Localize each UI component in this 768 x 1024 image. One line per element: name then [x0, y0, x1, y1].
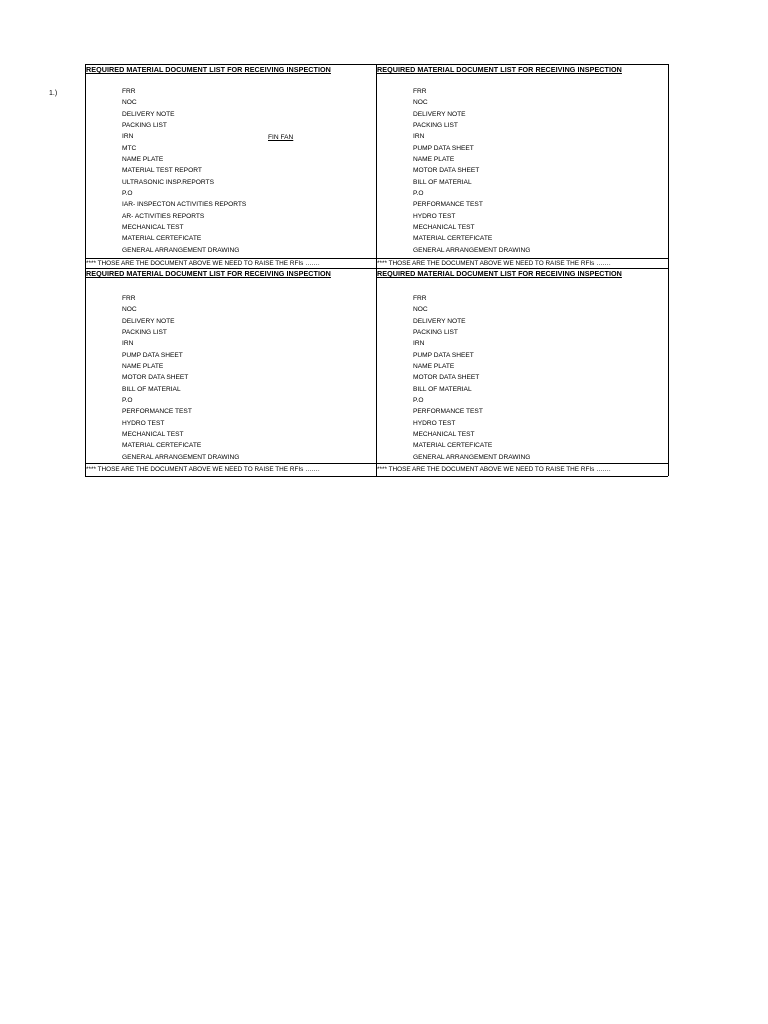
list-item: IRN — [122, 133, 134, 141]
list-item: IRN — [122, 340, 134, 348]
list-item: PUMP DATA SHEET — [413, 144, 474, 152]
list-item: NOC — [122, 306, 137, 314]
list-item: MATERIAL CERTEFICATE — [122, 235, 202, 243]
panel-footer: **** THOSE ARE THE DOCUMENT ABOVE WE NEED TO RAISE THE RFIs ……. — [86, 466, 320, 473]
list-item: MOTOR DATA SHEET — [413, 374, 480, 382]
list-item: MATERIAL CERTEFICATE — [122, 442, 202, 450]
list-item: P.O — [413, 397, 424, 405]
fin-fan-note: FIN FAN — [268, 134, 294, 141]
list-item: GENERAL ARRANGEMENT DRAWING — [122, 246, 240, 254]
list-item: NAME PLATE — [122, 363, 164, 371]
list-item: P.O — [122, 397, 133, 405]
list-item: NOC — [413, 306, 428, 314]
list-item: BILL OF MATERIAL — [413, 178, 472, 186]
list-item: PERFORMANCE TEST — [413, 408, 483, 416]
document-list — [122, 293, 239, 463]
grid-line-bottom — [85, 476, 668, 477]
list-item: P.O — [122, 190, 133, 198]
panel-title: REQUIRED MATERIAL DOCUMENT LIST FOR RECEIVING INSPECTION — [86, 65, 331, 74]
list-item: IRN — [413, 340, 425, 348]
list-item: HYDRO TEST — [122, 419, 165, 427]
list-item: PUMP DATA SHEET — [122, 351, 183, 359]
list-item: HYDRO TEST — [413, 212, 456, 220]
list-item: IAR- INSPECTON ACTIVITIES REPORTS — [122, 201, 247, 209]
list-item: BILL OF MATERIAL — [122, 385, 181, 393]
list-item: NOC — [122, 99, 137, 107]
document-panel-bottom-left — [85, 268, 376, 476]
panel-title: REQUIRED MATERIAL DOCUMENT LIST FOR RECEIVING INSPECTION — [86, 269, 331, 278]
list-item: DELIVERY NOTE — [122, 110, 175, 118]
document-list — [413, 86, 530, 256]
list-item: MATERIAL CERTEFICATE — [413, 235, 493, 243]
panel-footer: **** THOSE ARE THE DOCUMENT ABOVE WE NEED TO RAISE THE RFIs ……. — [86, 260, 320, 267]
list-item: NOC — [413, 99, 428, 107]
list-item: P.O — [413, 190, 424, 198]
list-item: NAME PLATE — [122, 156, 164, 164]
list-item: AR- ACTIVITIES REPORTS — [122, 212, 205, 220]
list-item: PACKING LIST — [122, 329, 167, 337]
list-item: MECHANICAL TEST — [122, 224, 184, 232]
document-list — [413, 293, 530, 463]
list-item: PERFORMANCE TEST — [122, 408, 192, 416]
list-item: MECHANICAL TEST — [122, 431, 184, 439]
panel-title: REQUIRED MATERIAL DOCUMENT LIST FOR RECEIVING INSPECTION — [377, 269, 622, 278]
list-item: DELIVERY NOTE — [413, 110, 466, 118]
document-panel-bottom-right — [376, 268, 668, 476]
list-item: MATERIAL CERTEFICATE — [413, 442, 493, 450]
panel-footer: **** THOSE ARE THE DOCUMENT ABOVE WE NEED TO RAISE THE RFIs ……. — [377, 466, 611, 473]
document-list — [122, 86, 246, 256]
list-item: BILL OF MATERIAL — [413, 385, 472, 393]
list-item: PACKING LIST — [413, 122, 458, 130]
list-item: GENERAL ARRANGEMENT DRAWING — [413, 453, 531, 461]
list-item: FRR — [413, 295, 427, 302]
list-item: MOTOR DATA SHEET — [413, 167, 480, 175]
list-item: GENERAL ARRANGEMENT DRAWING — [122, 453, 240, 461]
list-item: PACKING LIST — [413, 329, 458, 337]
list-item: MOTOR DATA SHEET — [122, 374, 189, 382]
list-item: IRN — [413, 133, 425, 141]
list-item: MECHANICAL TEST — [413, 224, 475, 232]
document-panel-top-right — [376, 64, 668, 269]
document-panel-top-left — [85, 64, 376, 269]
list-item: DELIVERY NOTE — [413, 317, 466, 325]
list-item: FRR — [122, 295, 136, 302]
list-item: ULTRASONIC INSP.REPORTS — [122, 178, 214, 186]
list-item: PERFORMANCE TEST — [413, 201, 483, 209]
list-item: HYDRO TEST — [413, 419, 456, 427]
row-number: 1.) — [49, 90, 58, 97]
list-item: PUMP DATA SHEET — [413, 351, 474, 359]
list-item: FRR — [413, 88, 427, 95]
list-item: NAME PLATE — [413, 363, 455, 371]
list-item: FRR — [122, 88, 136, 95]
list-item: MECHANICAL TEST — [413, 431, 475, 439]
list-item: MTC — [122, 144, 137, 152]
list-item: GENERAL ARRANGEMENT DRAWING — [413, 246, 531, 254]
panel-footer: **** THOSE ARE THE DOCUMENT ABOVE WE NEED TO RAISE THE RFIs ……. — [377, 260, 611, 267]
list-item: PACKING LIST — [122, 122, 167, 130]
list-item: NAME PLATE — [413, 156, 455, 164]
list-item: MATERIAL TEST REPORT — [122, 167, 202, 175]
panel-title: REQUIRED MATERIAL DOCUMENT LIST FOR RECEIVING INSPECTION — [377, 65, 622, 74]
grid-line-right — [668, 64, 669, 476]
list-item: DELIVERY NOTE — [122, 317, 175, 325]
